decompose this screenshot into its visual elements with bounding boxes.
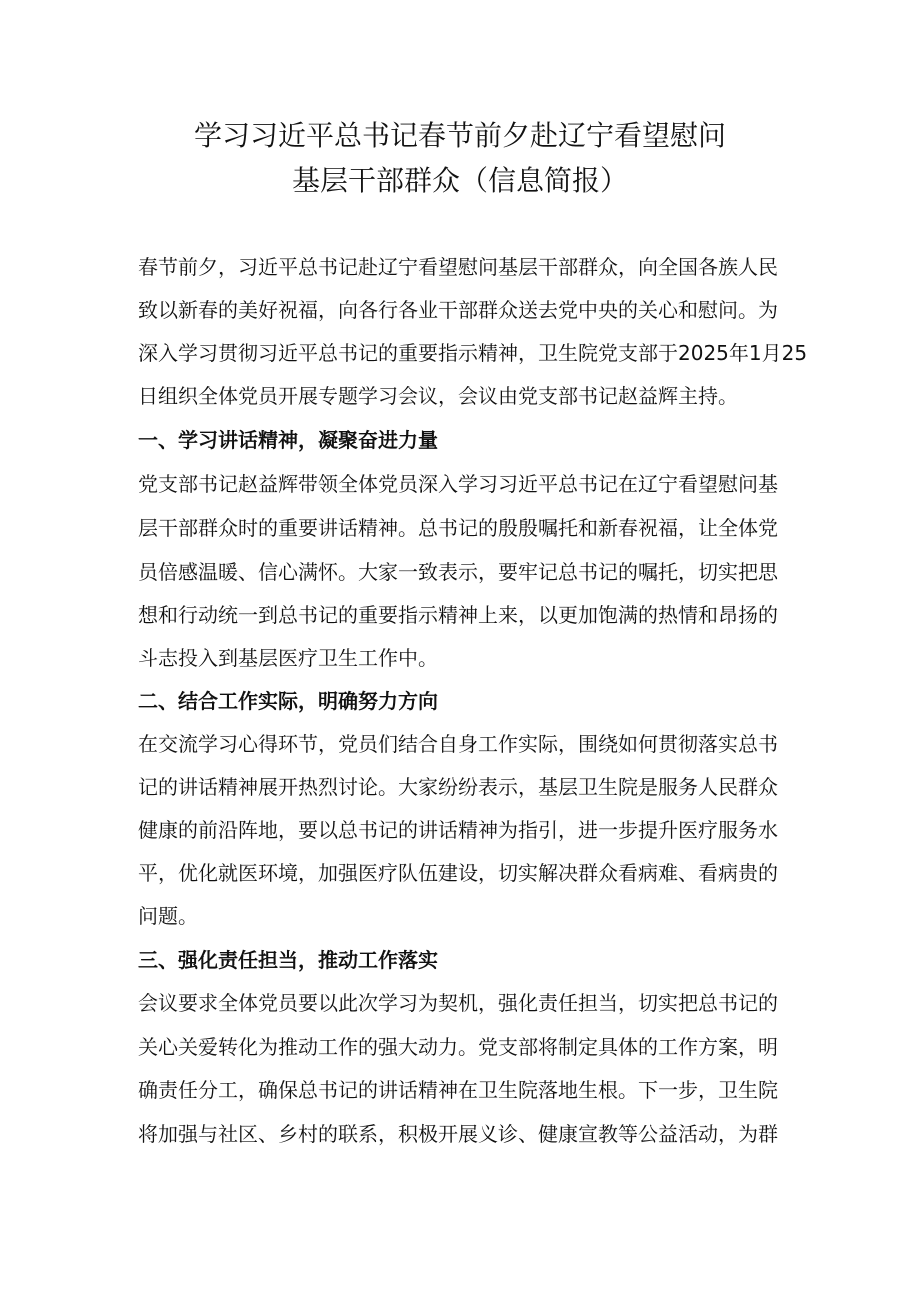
section-1-heading: 一、学习讲话精神，凝聚奋进力量	[138, 428, 438, 452]
intro-line-1: 春节前夕，习近平总书记赴辽宁看望慰问基层干部群众，向全国各族人民	[138, 255, 778, 279]
section-2-line-3: 健康的前沿阵地，要以总书记的讲话精神为指引，进一步提升医疗服务水	[138, 818, 778, 842]
intro-line-2: 致以新春的美好祝福，向各行各业干部群众送去党中央的关心和慰问。为	[138, 298, 778, 322]
section-1-line-2: 层干部群众时的重要讲话精神。总书记的殷殷嘱托和新春祝福，让全体党	[138, 516, 778, 540]
intro-line-3: 深入学习贯彻习近平总书记的重要指示精神，卫生院党支部于2025年1月25	[138, 341, 808, 365]
document-title-line-1: 学习习近平总书记春节前夕赴辽宁看望慰问	[193, 119, 726, 152]
section-3-line-1: 会议要求全体党员要以此次学习为契机，强化责任担当，切实把总书记的	[138, 991, 778, 1015]
intro-line-4: 日组织全体党员开展专题学习会议，会议由党支部书记赵益辉主持。	[138, 384, 738, 408]
section-3-line-4: 将加强与社区、乡村的联系，积极开展义诊、健康宣教等公益活动，为群	[138, 1122, 778, 1146]
section-2-line-5: 问题。	[138, 904, 198, 928]
section-3-line-2: 关心关爱转化为推动工作的强大动力。党支部将制定具体的工作方案，明	[138, 1035, 778, 1059]
section-2-line-1: 在交流学习心得环节，党员们结合自身工作实际，围绕如何贯彻落实总书	[138, 732, 778, 756]
section-1-line-3: 员倍感温暖、信心满怀。大家一致表示，要牢记总书记的嘱托，切实把思	[138, 560, 778, 584]
section-3-heading: 三、强化责任担当，推动工作落实	[138, 948, 438, 972]
section-2-line-2: 记的讲话精神展开热烈讨论。大家纷纷表示，基层卫生院是服务人民群众	[138, 775, 778, 799]
section-1-line-4: 想和行动统一到总书记的重要指示精神上来，以更加饱满的热情和昂扬的	[138, 603, 778, 627]
section-2-heading: 二、结合工作实际，明确努力方向	[138, 689, 438, 713]
section-1-line-5: 斗志投入到基层医疗卫生工作中。	[138, 646, 438, 670]
document-title-line-2: 基层干部群众（信息简报）	[291, 164, 628, 197]
section-3-line-3: 确责任分工，确保总书记的讲话精神在卫生院落地生根。下一步，卫生院	[138, 1078, 778, 1102]
section-2-line-4: 平，优化就医环境，加强医疗队伍建设，切实解决群众看病难、看病贵的	[138, 861, 778, 885]
section-1-line-1: 党支部书记赵益辉带领全体党员深入学习习近平总书记在辽宁看望慰问基	[138, 472, 778, 496]
